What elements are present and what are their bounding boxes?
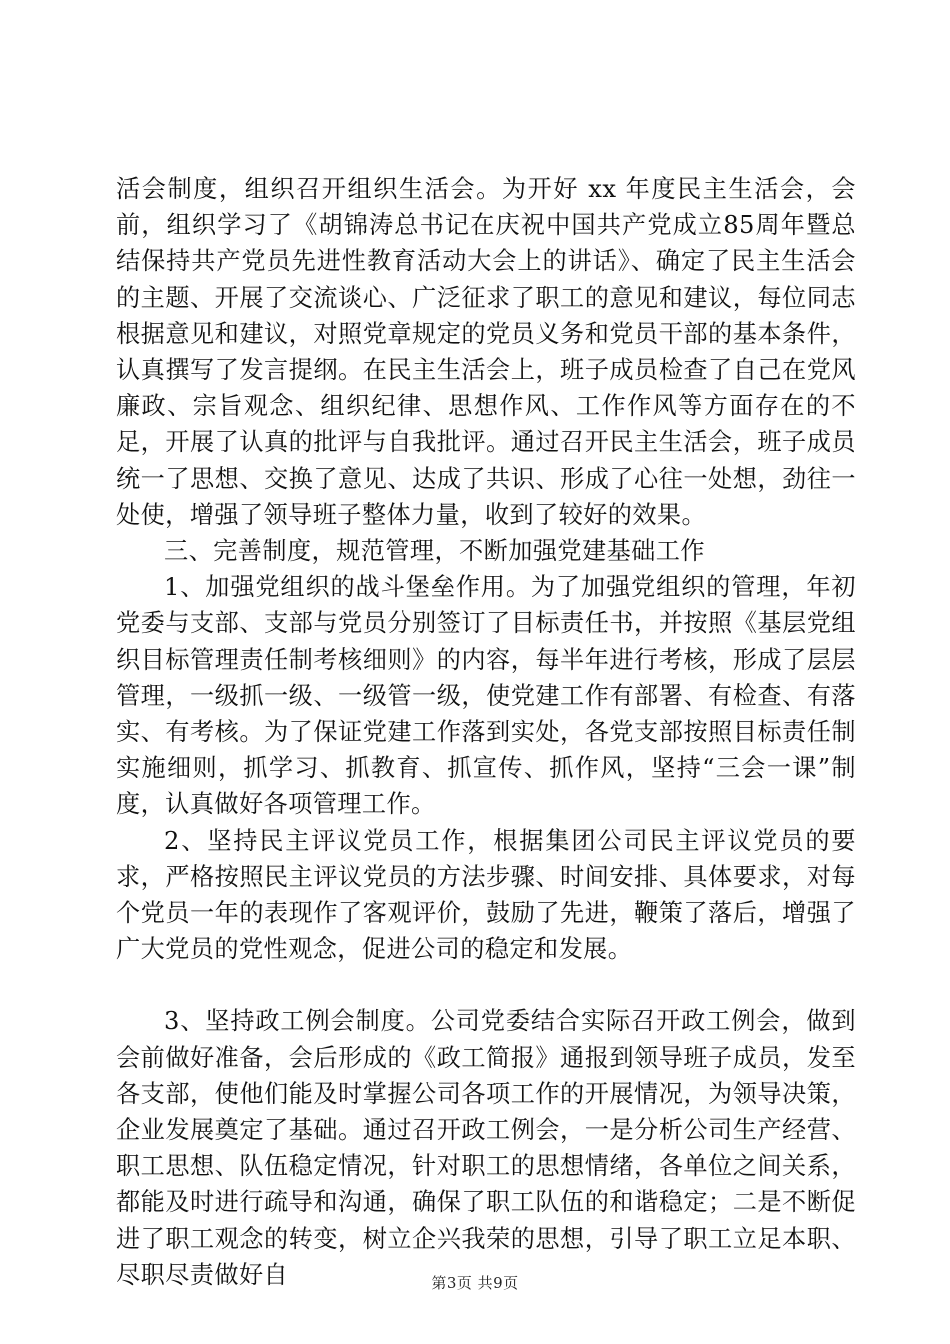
paragraph-democratic-life-meeting: 活会制度，组织召开组织生活会。为开好 xx 年度民主生活会，会前，组织学习了《胡锦涛总书记在庆祝中国共产党成立85周年暨总结保持共产党员先进性教育活动大会上的讲话》、确定了民主生活会的主题、开展了交流谈心、广泛征求了职工的意见和建议，每位同志根据意见和建议，对照党章规定的党员义务和党员干部的基本条件，认真撰写了发言提纲。在民主生活会上，班子成员检查了自己在党风廉政、宗旨观念、组织纪律、思想作风、工作作风等方面存在的不足，开展了认真的批评与自我批评。通过召开民主生活会，班子成员统一了思想、交换了意见、达成了共识、形成了心往一处想，劲往一处使，增强了领导班子整体力量，收到了较好的效果。	[116, 175, 856, 529]
paragraph-item-3: 3、坚持政工例会制度。公司党委结合实际召开政工例会，做到会前做好准备，会后形成的《政工简报》通报到领导班子成员，发至各支部，使他们能及时掌握公司各项工作的开展情况，为领导决策，企业发展奠定了基础。通过召开政工例会，一是分析公司生产经营、职工思想、队伍稳定情况，针对职工的思想情绪，各单位之间关系，都能及时进行疏导和沟通，确保了职工队伍的和谐稳定；二是不断促进了职工观念的转变，树立企兴我荣的思想，引导了职工立足本职、尽职尽责做好自	[116, 1007, 856, 1289]
paragraph-item-2: 2、坚持民主评议党员工作，根据集团公司民主评议党员的要求，严格按照民主评议党员的方法步骤、时间安排、具体要求，对每个党员一年的表现作了客观评价，鼓励了先进，鞭策了落后，增强了广大党员的党性观念，促进公司的稳定和发展。	[116, 826, 856, 964]
paragraph-item-1: 1、加强党组织的战斗堡垒作用。为了加强党组织的管理，年初党委与支部、支部与党员分别签订了目标责任书，并按照《基层党组织目标管理责任制考核细则》的内容，每半年进行考核，形成了层层管理，一级抓一级、一级管一级，使党建工作有部署、有检查、有落实、有考核。为了保证党建工作落到实处，各党支部按照目标责任制实施细则，抓学习、抓教育、抓宣传、抓作风，坚持“三会一课”制度，认真做好各项管理工作。	[116, 573, 856, 819]
section-heading-three: 三、完善制度，规范管理，不断加强党建基础工作	[164, 537, 705, 566]
document-body	[116, 171, 856, 1293]
page-footer: 第3页 共9页	[431, 1274, 519, 1292]
